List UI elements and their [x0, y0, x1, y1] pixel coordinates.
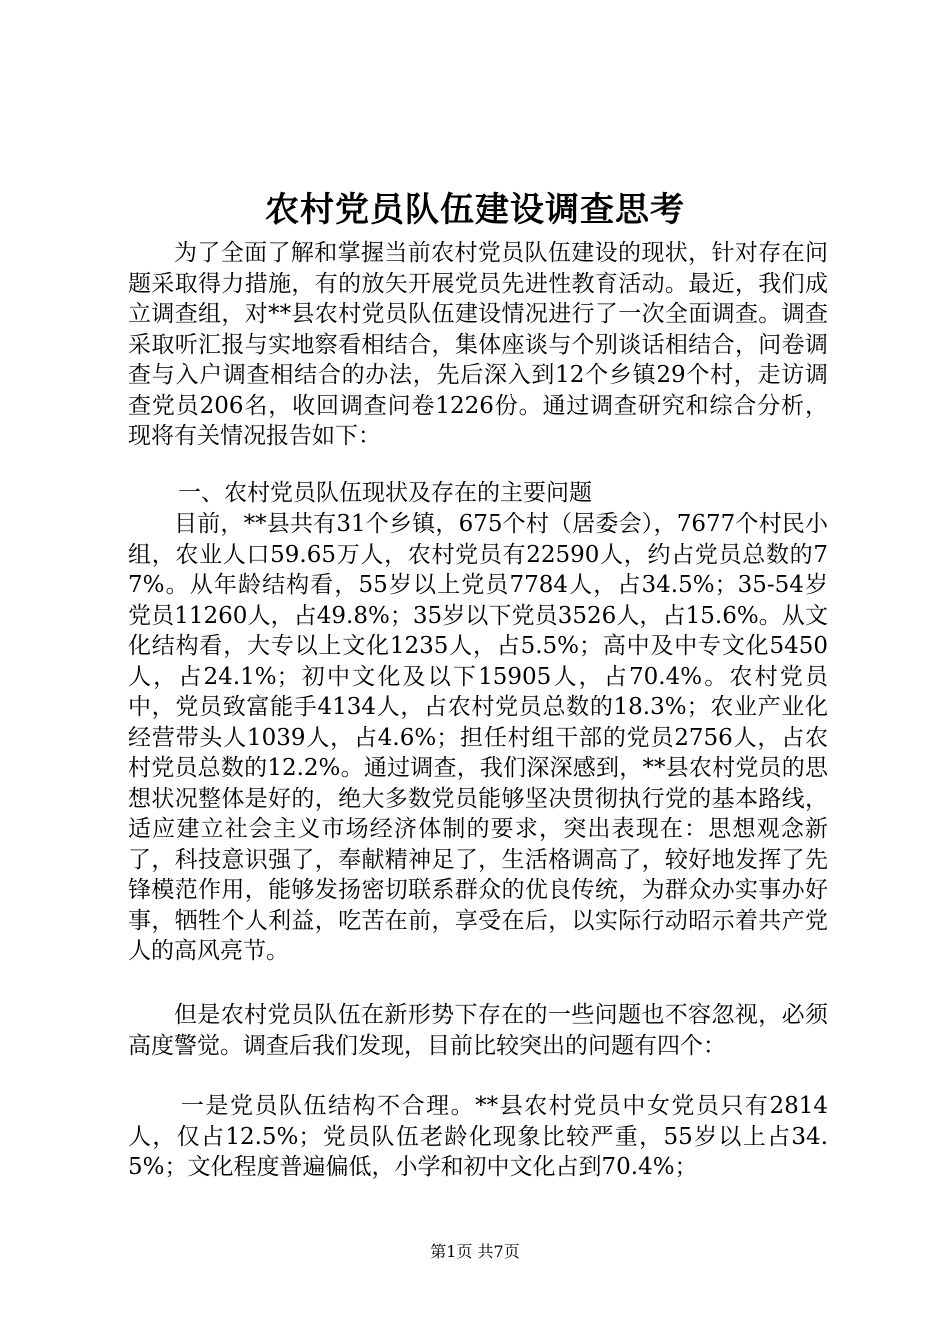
intro-text: 为了全面了解和掌握当前农村党员队伍建设的现状，针对存在问题采取得力措施，有的放矢开展党员先进性教育活动。最近，我们成立调查组，对**县农村党员队伍建设情况进行了一次全面调查。调查采取听汇报与实地察看相结合，集体座谈与个别谈话相结合，问卷调查与入户调查相结合的办法，先后深入到12个乡镇29个村，走访调查党员206名，收回调查问卷1226份。通过调查研究和综合分析，现将有关情况报告如下： — [128, 240, 828, 449]
status-text: 目前，**县共有31个乡镇，675个村（居委会），7677个村民小组，农业人口59.65万人，农村党员有22590人，约占党员总数的77%。从年龄结构看，55岁以上党员7784人，占34.5%；35-54岁党员11260人，占49.8%；35岁以下党员3526人，占15.6%。从文化结构看，大专以上文化1235人，占5.5%；高中及中专文化5450人，占24.1%；初中文化及以下15905人，占70.4%。农村党员中，党员致富能手4134人，占农村党员总数的18.3%；农业产业化经营带头人1039人，占4.6%；担任村组干部的党员2756人，占农村党员总数的12.2%。通过调查，我们深深感到，**县农村党员的思想状况整体是好的，绝大多数党员能够坚决贯彻执行党的基本路线，适应建立社会主义市场经济体制的要求，突出表现在：思想观念新了，科技意识强了，奉献精神足了，生活格调高了，较好地发挥了先锋模范作用，能够发扬密切联系群众的优良传统，为群众办实事办好事，牺牲个人利益，吃苦在前，享受在后，以实际行动昭示着共产党人的高风亮节。 — [128, 511, 828, 964]
problems-intro-paragraph — [128, 1000, 828, 1061]
document-title: 农村党员队伍建设调查思考 — [265, 190, 685, 230]
problem-one-text: 一是党员队伍结构不合理。**县农村党员中女党员只有2814人，仅占12.5%；党员队伍老龄化现象比较严重，55岁以上占34.5%；文化程度普遍偏低，小学和初中文化占到70.4%； — [128, 1093, 828, 1180]
status-paragraph — [128, 509, 828, 967]
intro-paragraph — [128, 238, 828, 452]
section-heading: 一、农村党员队伍现状及存在的主要问题 — [178, 480, 592, 506]
problem-one-paragraph — [128, 1091, 828, 1183]
problems-intro-text: 但是农村党员队伍在新形势下存在的一些问题也不容忽视，必须高度警觉。调查后我们发现，目前比较突出的问题有四个： — [128, 1002, 828, 1059]
section-heading-block — [128, 478, 828, 509]
page-footer: 第1页 共7页 — [430, 1242, 520, 1261]
